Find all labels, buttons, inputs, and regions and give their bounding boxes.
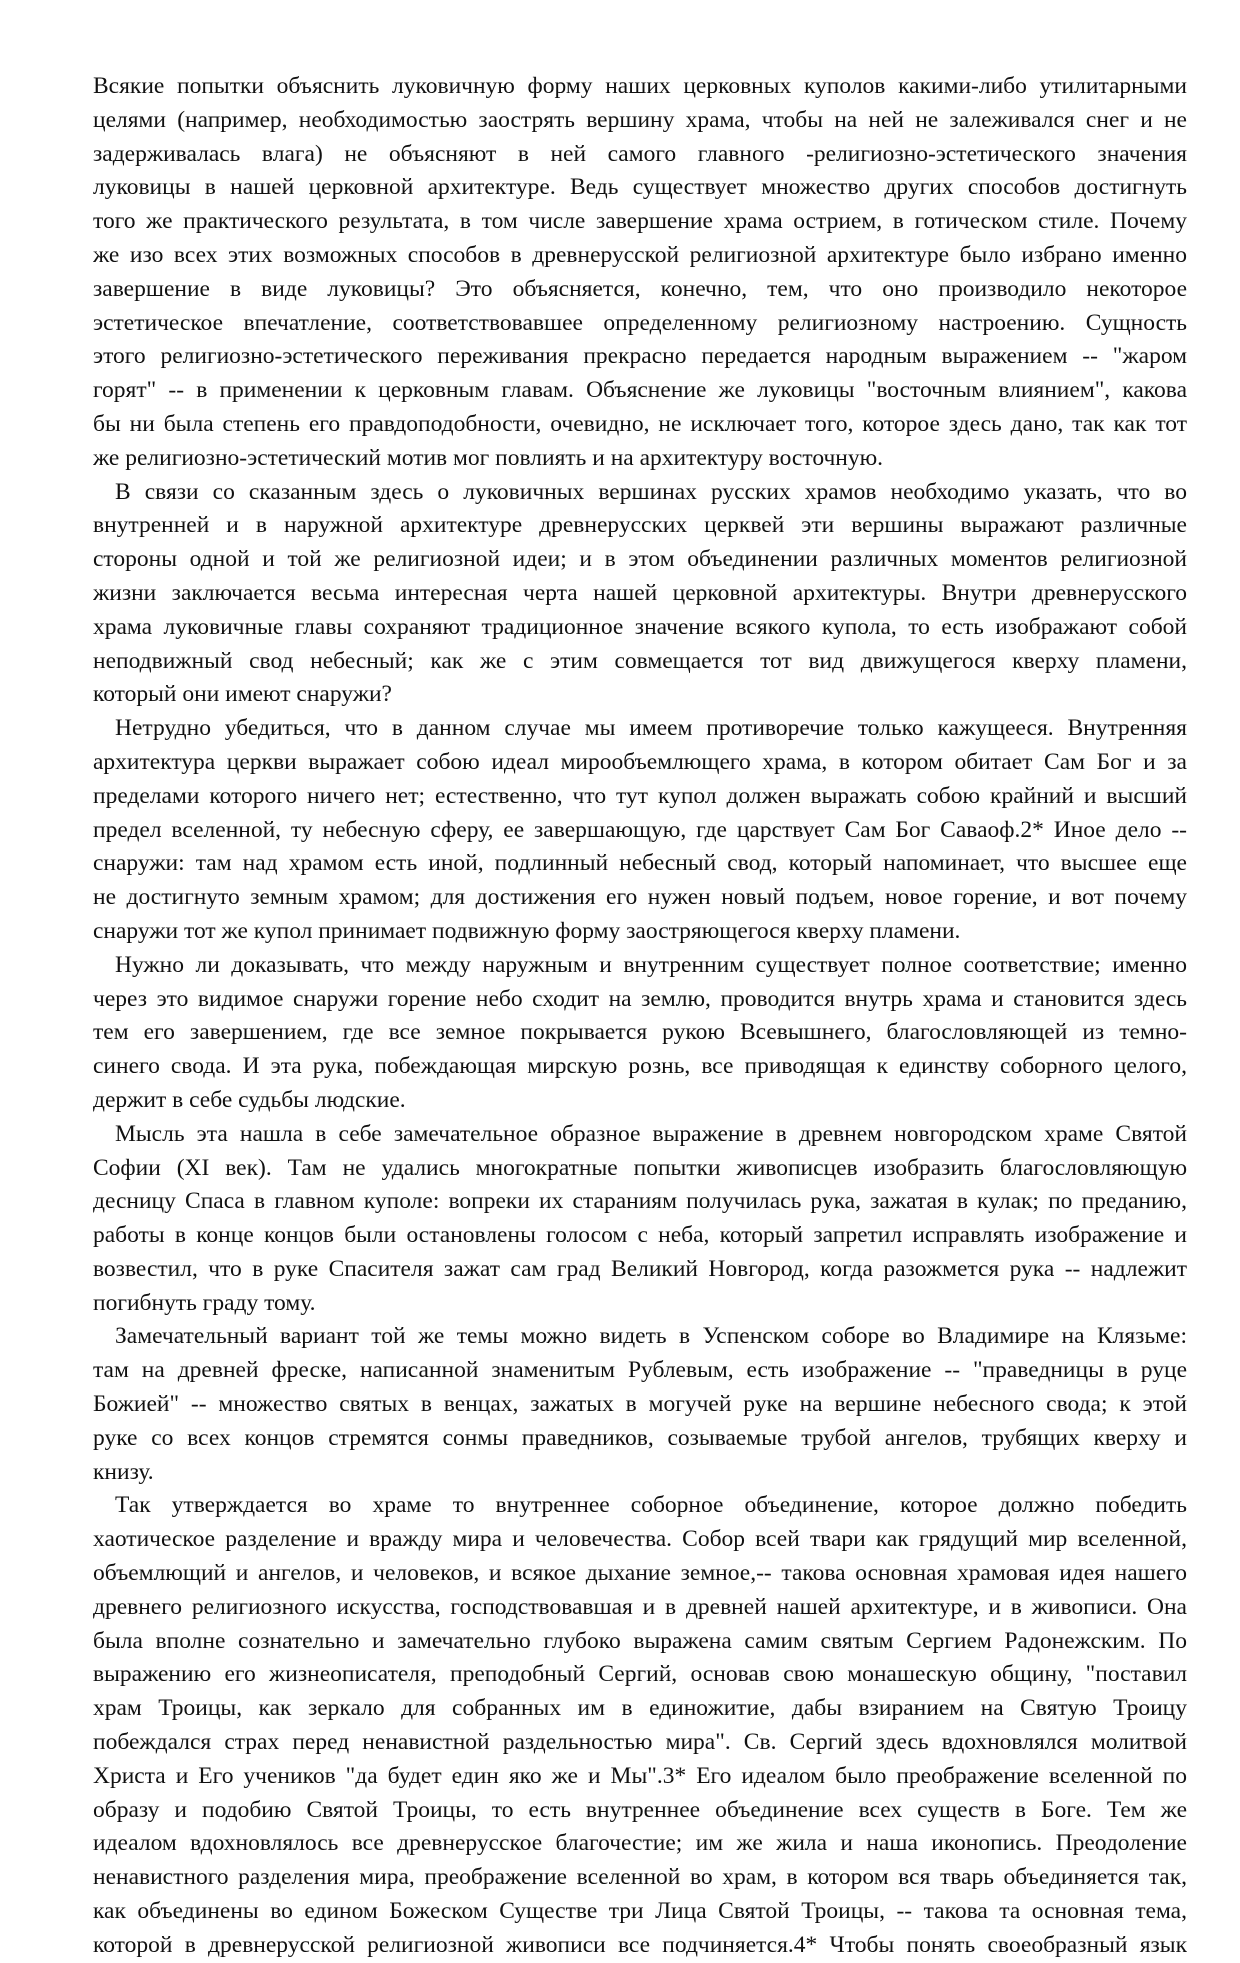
- text-line: же изо всех этих возможных способов в древнерусской религиозной архитектуре было избрано именно: [93, 241, 1187, 268]
- text-line: Нужно ли доказывать, что между наружным и внутренним существует полное соответствие; именно: [115, 951, 1187, 978]
- text-line: как объединены во едином Божеском Существе три Лица Святой Троицы, -- такова та основная тема,: [93, 1898, 1187, 1925]
- paragraph: [93, 476, 1187, 713]
- text-line: Всякие попытки объяснить луковичную форму наших церковных куполов какими-либо утилитарными: [93, 73, 1187, 99]
- text-line: снаружи тот же купол принимает подвижную форму заостряющегося кверху пламени.: [93, 917, 961, 944]
- text-line: храма луковичные главы сохраняют традиционное значение всякого купола, то есть изображают собой: [93, 613, 1187, 640]
- text-line: там на древней фреске, написанной знаменитым Рублевым, есть изображение -- "праведницы в руце: [93, 1357, 1187, 1384]
- text-line: ненавистного разделения мира, преображение вселенной во храм, в котором вся тварь объединяется так,: [93, 1864, 1187, 1891]
- paragraph: [93, 70, 1187, 476]
- text-line: внутренней и в наружной архитектуре древнерусских церквей эти вершины выражают различные: [93, 512, 1187, 539]
- text-line: синего свода. И эта рука, побеждающая мирскую рознь, все приводящая к единству соборного целого,: [93, 1053, 1187, 1080]
- text-line: задерживалась влага) не объясняют в ней самого главного -религиозно-эстетического значения: [93, 140, 1187, 167]
- text-line: который они имеют снаружи?: [93, 681, 392, 708]
- text-line: же религиозно-эстетический мотив мог повлиять и на архитектуру восточную.: [93, 444, 884, 471]
- text-line: луковицы в нашей церковной архитектуре. Ведь существует множество других способов достигнуть: [93, 174, 1187, 201]
- text-line: через это видимое снаружи горение небо сходит на землю, проводится внутрь храма и становится здесь: [93, 985, 1187, 1012]
- text-line: горят" -- в применении к церковным главам. Объяснение же луковицы "восточным влиянием", какова: [93, 377, 1187, 404]
- text-line: завершение в виде луковицы? Это объясняется, конечно, тем, что оно производило некоторое: [93, 275, 1187, 302]
- text-line: бы ни была степень его правдоподобности, очевидно, не исключает того, которое здесь дано, так как тот: [93, 410, 1187, 437]
- text-line: работы в конце концов были остановлены голосом с неба, который запретил исправлять изображение и: [93, 1222, 1187, 1249]
- text-line: хаотическое разделение и вражду мира и человечества. Собор всей твари как грядущий мир вселенной,: [93, 1526, 1187, 1553]
- text-line: неподвижный свод небесный; как же с этим совмещается тот вид движущегося кверху пламени,: [93, 647, 1187, 674]
- paragraph: [93, 712, 1187, 949]
- text-line: Мысль эта нашла в себе замечательное образное выражение в древнем новгородском храме Святой: [115, 1120, 1187, 1147]
- text-line: держит в себе судьбы людские.: [93, 1086, 406, 1113]
- text-line: Так утверждается во храме то внутреннее соборное объединение, которое должно победить: [115, 1492, 1187, 1519]
- text-line: стороны одной и той же религиозной идеи; и в этом объединении различных моментов религиозной: [93, 546, 1187, 573]
- text-line: Софии (XI век). Там не удались многократные попытки живописцев изобразить благословляющую: [93, 1154, 1187, 1181]
- paragraph: [93, 1320, 1187, 1489]
- text-line: не достигнуто земным храмом; для достижения его нужен новый подъем, новое горение, и вот почему: [93, 884, 1187, 911]
- text-line: руке со всех концов стремятся сонмы праведников, созываемые трубой ангелов, трубящих кверху и: [93, 1424, 1187, 1451]
- text-line: книзу.: [93, 1458, 154, 1485]
- text-line: эстетическое впечатление, соответствовавшее определенному религиозному настроению. Сущность: [93, 309, 1187, 336]
- text-line: Нетрудно убедиться, что в данном случае мы имеем противоречие только кажущееся. Внутренняя: [115, 715, 1187, 742]
- text-line: идеалом вдохновлялось все древнерусское благочестие; им же жила и наша иконопись. Преодоление: [93, 1830, 1187, 1857]
- text-line: Божией" -- множество святых в венцах, зажатых в могучей руке на вершине небесного свода; к этой: [93, 1391, 1187, 1418]
- document-page: [93, 70, 1187, 1963]
- text-line: храм Троицы, как зеркало для собранных им в единожитие, дабы взиранием на Святую Троицу: [93, 1695, 1187, 1722]
- text-line: Христа и Его учеников "да будет един яко же и Мы".3* Его идеалом было преображение вселенной по: [93, 1762, 1187, 1789]
- paragraph: [93, 1118, 1187, 1321]
- paragraph: [93, 1489, 1187, 1962]
- text-line: образу и подобию Святой Троицы, то есть внутреннее объединение всех существ в Боге. Тем же: [93, 1796, 1187, 1823]
- text-line: древнего религиозного искусства, господствовавшая и в древней нашей архитектуре, и в живописи. Она: [93, 1593, 1187, 1620]
- text-line: того же практического результата, в том числе завершение храма острием, в готическом стиле. Почему: [93, 208, 1187, 235]
- text-line: В связи со сказанным здесь о луковичных вершинах русских храмов необходимо указать, что во: [115, 478, 1187, 505]
- text-line: побеждался страх перед ненавистной раздельностью мира". Св. Сергий здесь вдохновлялся молитвой: [93, 1729, 1187, 1756]
- text-line: снаружи: там над храмом есть иной, подлинный небесный свод, который напоминает, что высшее еще: [93, 850, 1187, 877]
- text-line: была вполне сознательно и замечательно глубоко выражена самим святым Сергием Радонежским. По: [93, 1627, 1187, 1654]
- text-line: выражению его жизнеописателя, преподобный Сергий, основав свою монашескую общину, "поставил: [93, 1661, 1187, 1688]
- text-line: Замечательный вариант той же темы можно видеть в Успенском соборе во Владимире на Клязьме:: [115, 1323, 1187, 1350]
- text-line: которой в древнерусской религиозной живописи все подчиняется.4* Чтобы понять своеобразный язык: [93, 1931, 1187, 1958]
- text-line: тем его завершением, где все земное покрывается рукою Всевышнего, благословляющей из темно-: [93, 1019, 1187, 1046]
- text-line: предел вселенной, ту небесную сферу, ее завершающую, где царствует Сам Бог Саваоф.2* Иное дело --: [93, 816, 1187, 843]
- text-line: этого религиозно-эстетического переживания прекрасно передается народным выражением -- "жаром: [93, 343, 1187, 370]
- text-line: жизни заключается весьма интересная черта нашей церковной архитектуры. Внутри древнерусского: [93, 579, 1187, 606]
- text-line: целями (например, необходимостью заострять вершину храма, чтобы на ней не залеживался снег и не: [93, 106, 1187, 133]
- text-line: пределами которого ничего нет; естественно, что тут купол должен выражать собою крайний и высший: [93, 782, 1187, 809]
- text-line: десницу Спаса в главном куполе: вопреки их стараниям получилась рука, зажатая в кулак; по преданию,: [93, 1188, 1187, 1215]
- text-line: возвестил, что в руке Спасителя зажат сам град Великий Новгород, когда разожмется рука -- надлежит: [93, 1255, 1187, 1282]
- text-line: погибнуть граду тому.: [93, 1289, 316, 1316]
- paragraph: [93, 949, 1187, 1118]
- text-line: архитектура церкви выражает собою идеал мирообъемлющего храма, в котором обитает Сам Бог и за: [93, 748, 1187, 775]
- text-line: объемлющий и ангелов, и человеков, и всякое дыхание земное,-- такова основная храмовая идея нашего: [93, 1560, 1187, 1587]
